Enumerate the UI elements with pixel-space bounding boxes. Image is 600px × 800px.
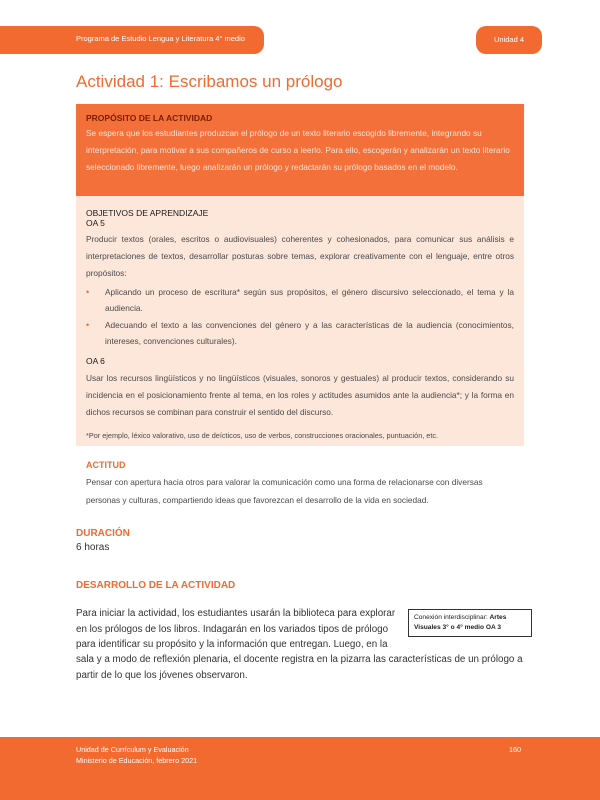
footer-credits	[76, 745, 197, 766]
list-item	[86, 285, 514, 316]
conexion-value: Artes Visuales 3° o 4° medio OA 3	[414, 614, 507, 631]
bullet-text: Adecuando el texto a las convenciones del género y a las características de la audiencia (conocimientos, intereses, convenciones culturales).	[105, 320, 514, 346]
actitud-label: ACTITUD	[86, 460, 126, 470]
list-item	[86, 318, 514, 349]
oa5-text: Producir textos (orales, escritos o audiovisuales) coherentes y cohesionados, para comunicar sus análisis e interpretaciones de textos, desarrollar posturas sobre temas, explorar creativamente con el lenguaje, entre otros propósitos:	[86, 234, 514, 278]
objectives-footnote: *Por ejemplo, léxico valorativo, uso de deícticos, uso de verbos, construcciones oracionales, puntuación, etc.	[86, 431, 439, 440]
bullet-icon: •	[86, 320, 90, 330]
unit-badge: Unidad 4	[476, 26, 542, 54]
page-number: 160	[509, 745, 521, 754]
footer-bar	[0, 737, 600, 800]
oa6-text: Usar los recursos lingüísticos y no lingüísticos (visuales, sonoros y gestuales) al producir textos, considerando su incidencia en el posicionamiento frente al tema, en los roles y actitudes asumidos ante la audiencia*; y la forma en dichos recursos se combinan para construir el sentido del discurso.	[86, 373, 514, 417]
objectives-heading: OBJETIVOS DE APRENDIZAJE	[86, 208, 209, 218]
desarrollo-label: DESARROLLO DE LA ACTIVIDAD	[76, 580, 236, 591]
duracion-label: DURACIÓN	[76, 528, 130, 539]
bullet-text: Aplicando un proceso de escritura* según sus propósitos, el género discursivo seleccionado, el tema y la audiencia.	[105, 287, 514, 313]
desarrollo-text-part1: Para iniciar la actividad, los estudiantes usarán la biblioteca para explorar en los prólogos de los libros. Indagarán en los variados tipos de prólogo para identificar su propósito y la información que entregan. Luego, en la	[76, 608, 396, 651]
duracion-value: 6 horas	[76, 542, 110, 553]
purpose-box	[76, 104, 524, 196]
objectives-box	[76, 196, 524, 446]
activity-title: Actividad 1: Escribamos un prólogo	[76, 72, 343, 91]
oa5-label: OA 5	[86, 218, 105, 228]
oa6-label: OA 6	[86, 356, 105, 366]
conexion-label: Conexión interdisciplinar:	[414, 614, 490, 621]
desarrollo-text-part2: sala y a modo de reflexión plenaria, el docente registra en la pizarra las características de un prólogo a partir de lo que los jóvenes observaron.	[76, 654, 523, 681]
bullet-icon: •	[86, 287, 90, 297]
program-title: Programa de Estudio Lengua y Literatura 4° medio	[76, 34, 245, 43]
footer-line-2: Ministerio de Educación, febrero 2021	[76, 755, 198, 765]
conexion-interdisciplinar-box	[408, 609, 532, 637]
actitud-text: Pensar con apertura hacia otros para valorar la comunicación como una forma de relacionarse con diversas personas y culturas, compartiendo ideas que favorezcan el desarrollo de la vida en sociedad.	[86, 477, 483, 505]
purpose-text: Se espera que los estudiantes produzcan el prólogo de un texto literario escogido libremente, integrando su interpretación, para motivar a sus compañeros de curso a leerlo. Para ello, escogerán y analizarán un texto literario seleccionado libremente, luego analizarán un prólogo y redactarán su prólogo basados en el modelo.	[86, 128, 510, 173]
oa5-bullet-list	[86, 285, 514, 349]
purpose-heading: PROPÓSITO DE LA ACTIVIDAD	[86, 113, 213, 123]
footer-line-1: Unidad de Currículum y Evaluación	[76, 745, 189, 754]
